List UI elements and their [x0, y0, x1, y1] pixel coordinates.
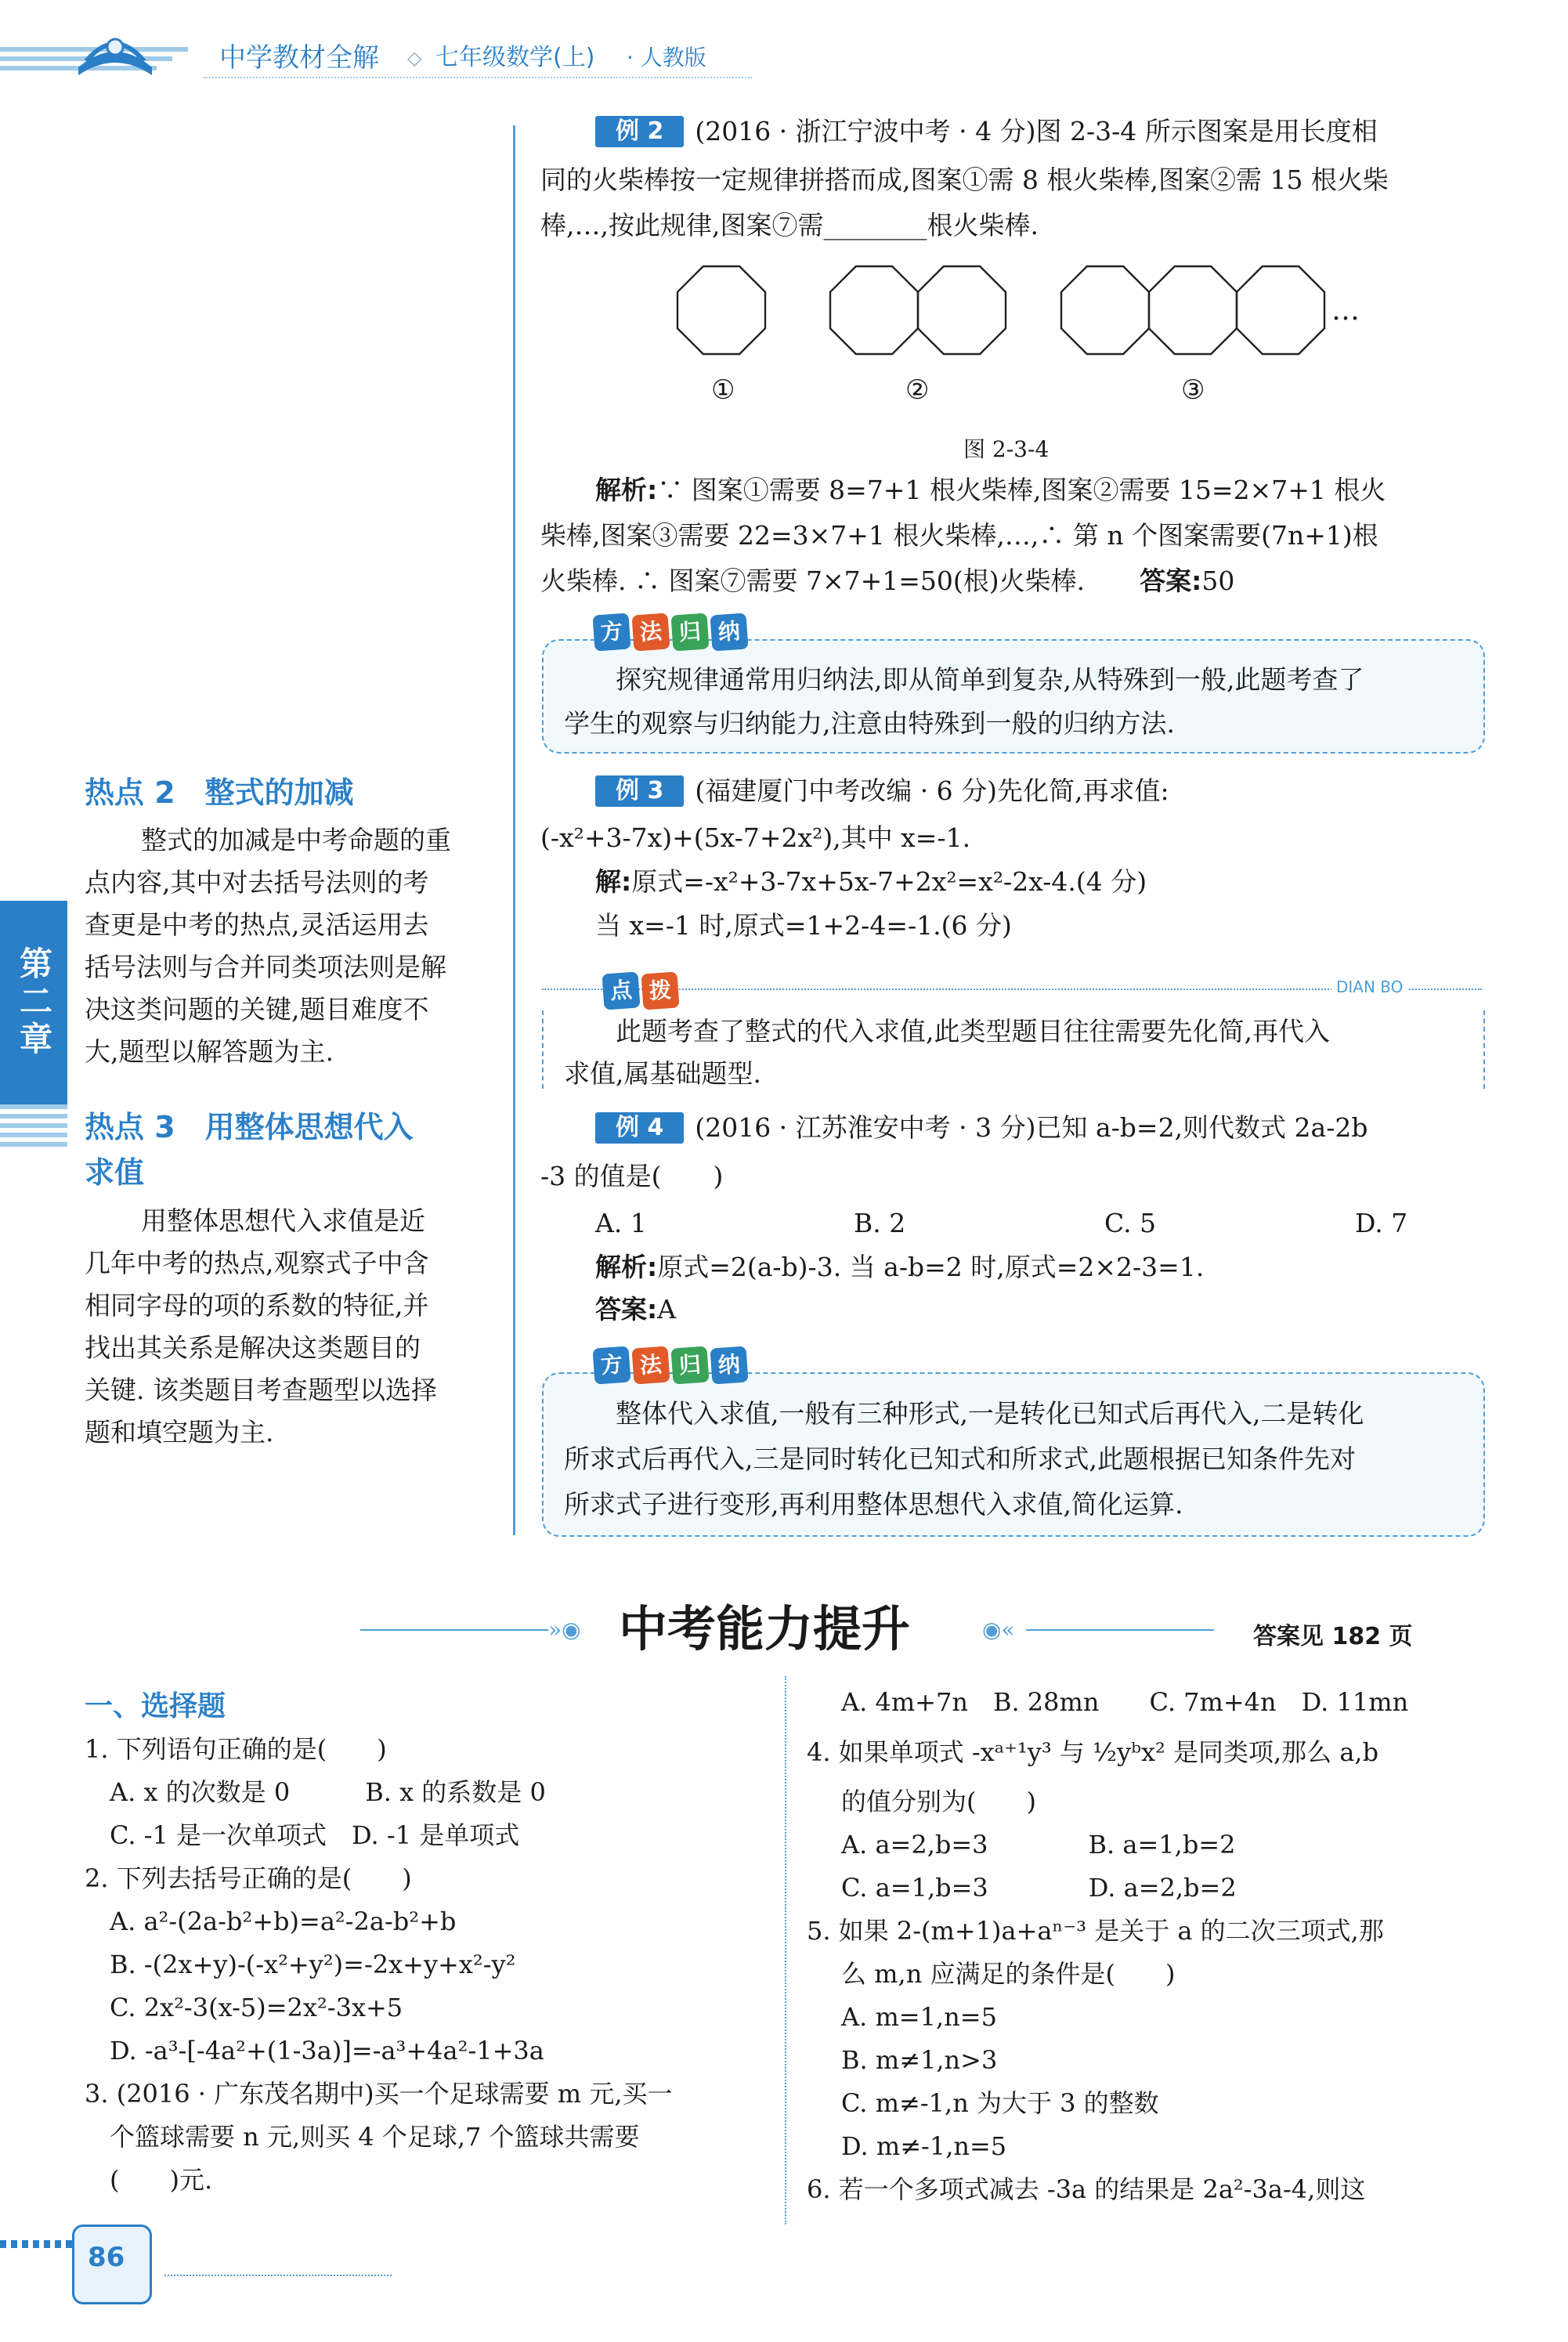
- hot2-title: 热点 2 整式的加减: [85, 775, 354, 810]
- octagon-shape: [1149, 266, 1237, 354]
- matchstick-figure: [666, 258, 1371, 415]
- octagon-shape: [677, 266, 765, 354]
- example-4-tag: 例 4: [595, 1112, 684, 1144]
- figure-label-1: ①: [711, 374, 735, 406]
- method-badge-1: 方 法 归 纳: [594, 614, 750, 650]
- hot3-body: 用整体思想代入求值是近 几年中考的热点,观察式子中含 相同字母的项的系数的特征,并 找出其关系是解决这类题目的 关键. 该类题目考查题型以选择 题和填空题为主.: [85, 1205, 437, 1447]
- page-number: 86: [88, 2242, 125, 2273]
- example-2-tag: 例 2: [595, 116, 684, 147]
- section-line-right: [1026, 1629, 1214, 1631]
- header-underline: [204, 77, 752, 78]
- octagon-shape: [830, 266, 918, 354]
- chapter-tab: 第二章: [0, 901, 67, 1104]
- header-book-title: 中学教材全解: [219, 42, 379, 74]
- book-logo-icon: [72, 20, 158, 83]
- figure-label-2: ②: [905, 374, 930, 406]
- method-badge-2: 方 法 归 纳: [594, 1347, 750, 1383]
- header-separator-icon: ◇: [407, 47, 422, 69]
- questions-heading: 一、选择题: [85, 1690, 226, 1722]
- header-bar: [0, 41, 752, 75]
- column-divider-bottom: [785, 1676, 786, 2225]
- hot2-body: 整式的加减是中考命题的重 点内容,其中对去括号法则的考 查更是中考的热点,灵活运用去 括号法则与合并同类项法则是解 决这类问题的关键,题目难度不 大,题型以解答题为主.: [85, 825, 451, 1067]
- method-text-2: 整体代入求值,一般有三种形式,一是转化已知式后再代入,二是转化 所求式后再代入,三是同时转化已知式和所求式,此题根据已知条件先对 所求式子进行变形,再利用整体思想代入求值,简化运算.: [564, 1398, 1364, 1520]
- chapter-tab-stripes: [0, 1104, 67, 1151]
- hot3-title: 热点 3 用整体思想代入 求值: [85, 1110, 414, 1190]
- footer-dots: [0, 2240, 72, 2248]
- octagon-shape: [918, 266, 1006, 354]
- section-line-left: [360, 1629, 548, 1631]
- octagon-shape: [1237, 266, 1324, 354]
- figure-ellipsis: …: [1331, 295, 1360, 327]
- section-arrow-left-icon: »◉: [548, 1617, 581, 1643]
- dianbo-text: 此题考查了整式的代入求值,此类型题目往往需要先化简,再代入 求值,属基础题型.: [564, 1016, 1330, 1089]
- octagon-shape: [1061, 266, 1149, 354]
- figure-caption: 图 2-3-4: [963, 436, 1050, 462]
- figure-label-3: ③: [1181, 374, 1205, 406]
- header-edition: · 人教版: [627, 45, 706, 70]
- footer-line: [164, 2275, 392, 2276]
- column-divider: [513, 125, 515, 1535]
- questions-right-column: A. 4m+7n B. 28mn C. 7m+4n D. 11mn 4. 如果单项式 -xᵃ⁺¹y³ 与 ½yᵇx² 是同类项,那么 a,b 的值分别为( ) A. a=2,b=3 B. a=1,b=2 C. a=1,b=3 D. a=2,b=2 5. 如果 2-(m+1)a+aⁿ⁻³ 是关于 a 的二次三项式,那 么 m,n 应满足的条件是( ) A. m=1,n=5 B. m≠1,n>3 C. m≠-1,n 为大于 3 的整数 D. m≠-1,n=5 6. 若一个多项式减去 -3a 的结果是 2a²-3a-4,则这: [807, 1687, 1409, 2204]
- answer-reference: 答案见 182 页: [1253, 1623, 1413, 1650]
- questions-left-column: 1. 下列语句正确的是( ) A. x 的次数是 0 B. x 的系数是 0 C. -1 是一次单项式 D. -1 是单项式 2. 下列去括号正确的是( ) A. a²-(2a-b²+b)=a²-2a-b²+b B. -(2x+y)-(-x²+y²)=-2x+y+x²-y² C. 2x²-3(x-5)=2x²-3x+5 D. -a³-[-4a²+(1-3a)]=-a³+4a²-1+3a 3. (2016 · 广东茂名期中)买一个足球需要 m 元,买一 个篮球需要 n 元,则买 4 个足球,7 个篮球共需要 ( )元.: [85, 1734, 673, 2195]
- example-3-tag: 例 3: [595, 775, 684, 807]
- dianbo-badge: 点 拨: [603, 973, 681, 1009]
- section-arrow-right-icon: ◉«: [982, 1617, 1015, 1643]
- method-text-1: 探究规律通常用归纳法,即从简单到复杂,从特殊到一般,此题考查了 学生的观察与归纳能力,注意由特殊到一般的归纳方法.: [564, 664, 1364, 739]
- dianbo-pinyin: DIAN BO: [1331, 978, 1407, 996]
- header-subject: 七年级数学(上): [435, 44, 595, 71]
- section-title: 中考能力提升: [619, 1600, 911, 1657]
